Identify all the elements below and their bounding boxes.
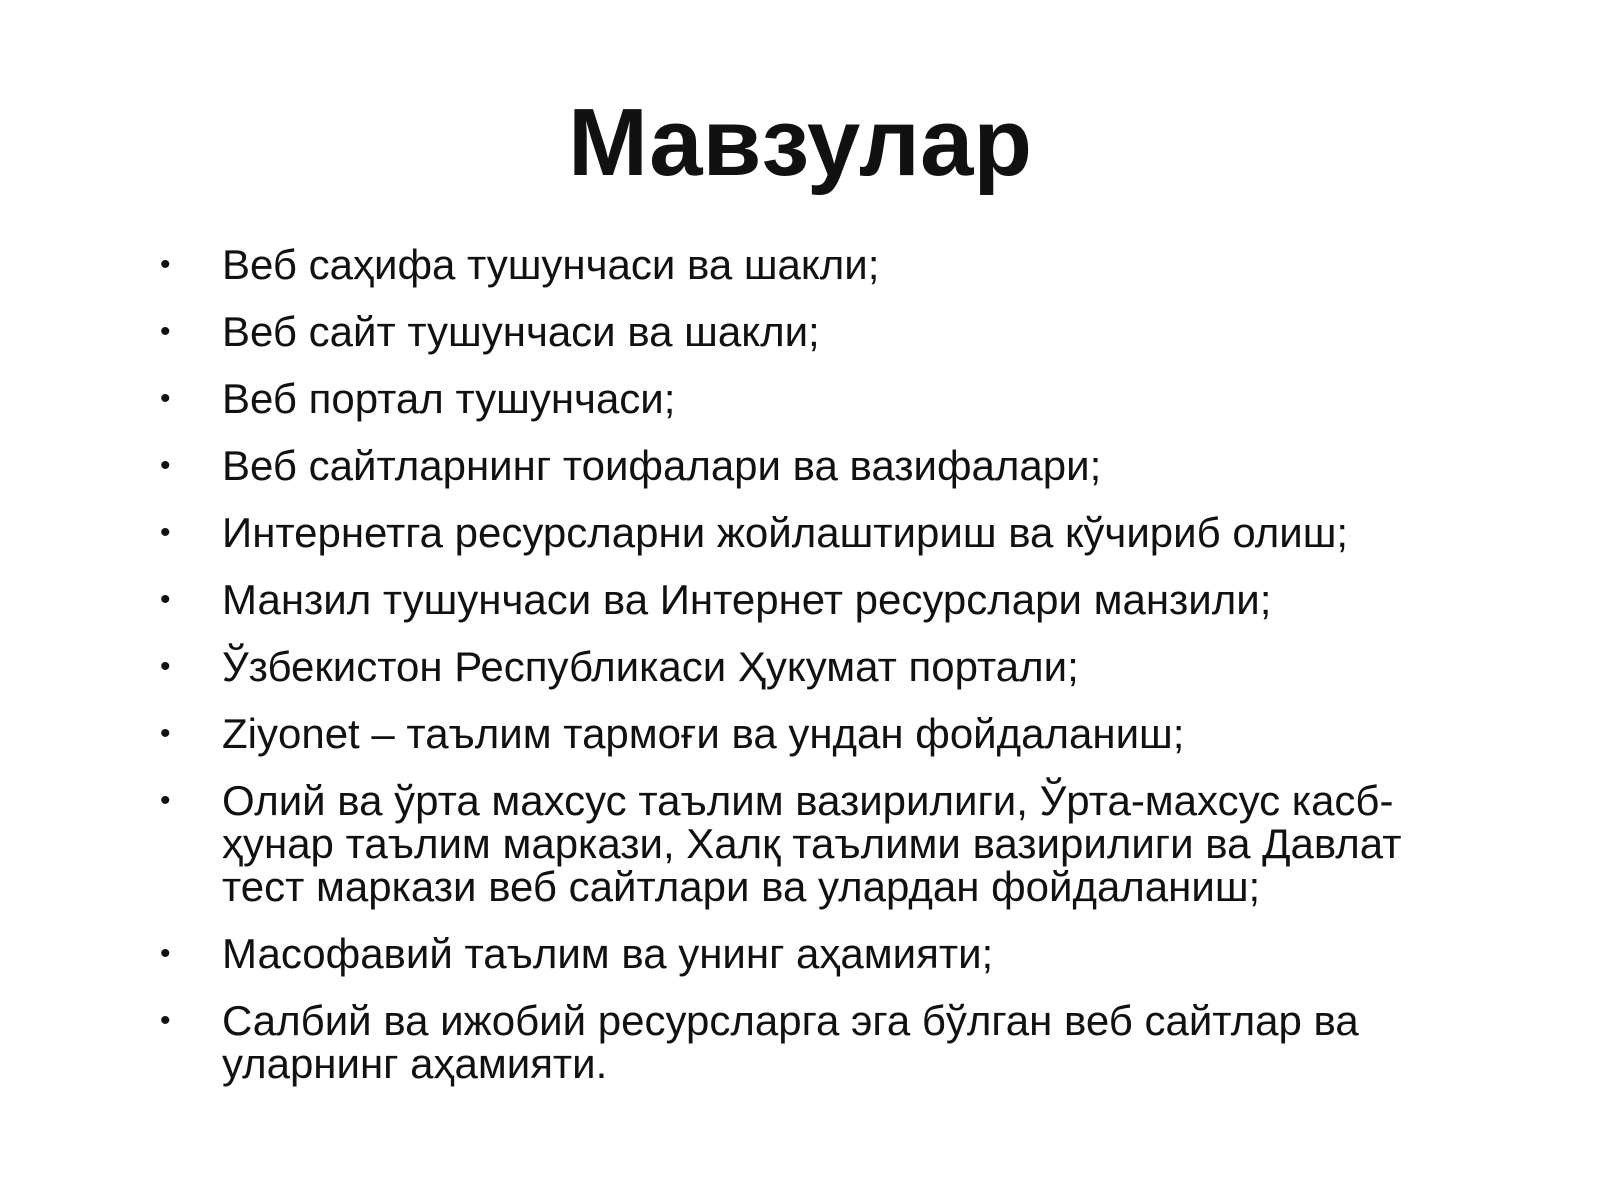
bullet-icon: • — [160, 315, 171, 348]
bullet-icon: • — [160, 449, 171, 482]
list-item-text: Масофавий таълим ва унинг аҳамияти; — [222, 930, 994, 977]
bullet-icon: • — [160, 583, 171, 616]
bullet-icon: • — [160, 516, 171, 549]
bullet-icon: • — [160, 382, 171, 415]
list-item — [160, 712, 1490, 755]
bullet-icon: • — [160, 937, 171, 970]
list-item-text: Ziyonet – таълим тармоғи ва ундан фойдаланиш; — [222, 710, 1185, 757]
list-item-text: Салбий ва ижобий ресурсларга эга бўлган веб сайтлар ва уларнинг аҳамияти. — [222, 997, 1359, 1087]
bullet-icon: • — [160, 1004, 171, 1037]
list-item-text: Олий ва ўрта махсус таълим вазирилиги, Ўрта-махсус касб-ҳунар таълим маркази, Халқ таълими вазирилиги ва Давлат тест маркази веб сайтлари ва улардан фойдаланиш; — [222, 777, 1402, 910]
list-item — [160, 243, 1490, 286]
bullet-icon: • — [160, 784, 171, 817]
list-item-text: Веб сайтларнинг тоифалари ва вазифалари; — [222, 442, 1102, 489]
list-item — [160, 444, 1490, 487]
topic-list — [160, 243, 1490, 1109]
bullet-icon: • — [160, 650, 171, 683]
list-item — [160, 377, 1490, 420]
list-item-text: Веб портал тушунчаси; — [222, 375, 676, 422]
list-item-text: Веб сайт тушунчаси ва шакли; — [222, 308, 820, 355]
bullet-icon: • — [160, 248, 171, 281]
list-item — [160, 645, 1490, 688]
list-item-text: Интернетга ресурсларни жойлаштириш ва кўчириб олиш; — [222, 509, 1349, 556]
slide-title: Мавзулар — [567, 89, 1032, 196]
list-item — [160, 932, 1490, 975]
list-item — [160, 578, 1490, 621]
list-item — [160, 779, 1490, 908]
bullet-icon: • — [160, 717, 171, 750]
list-item — [160, 310, 1490, 353]
list-item-text: Манзил тушунчаси ва Интернет ресурслари манзили; — [222, 576, 1272, 623]
list-item-text: Веб саҳифа тушунчаси ва шакли; — [222, 241, 880, 288]
list-item-text: Ўзбекистон Республикаси Ҳукумат портали; — [222, 643, 1079, 690]
list-item — [160, 511, 1490, 554]
list-item — [160, 999, 1490, 1085]
